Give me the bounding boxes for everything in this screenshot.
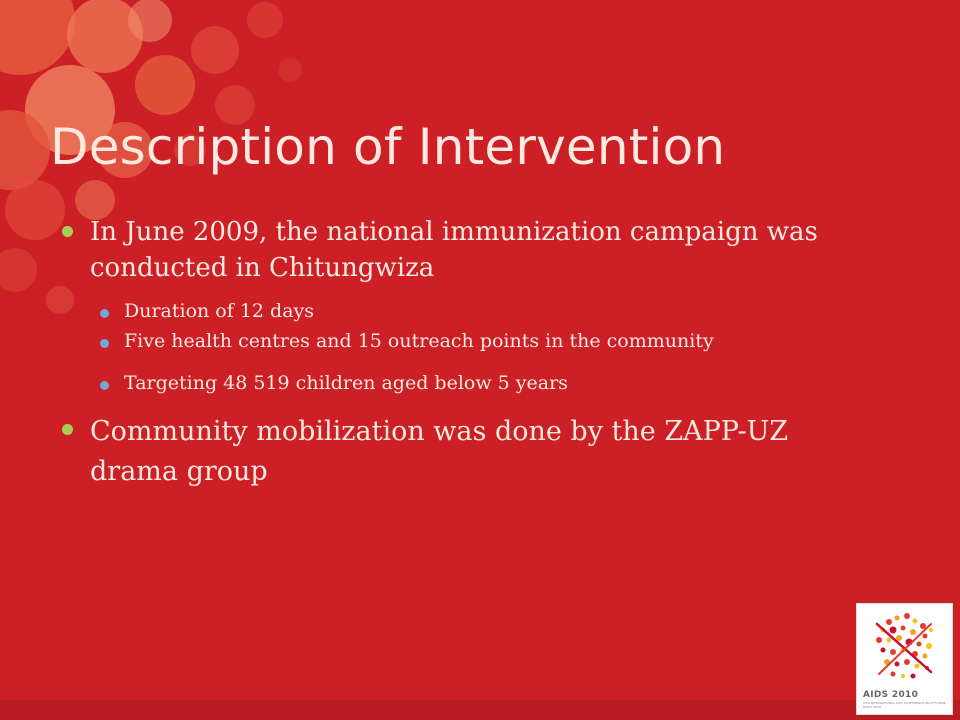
subbullet-text: Targeting 48 519 children aged below 5 years [124, 372, 568, 394]
subbullet-targeting [62, 372, 882, 394]
subbullet-text: Five health centres and 15 outreach points in the community [124, 330, 714, 352]
subbullet-dot [100, 381, 109, 390]
logo-title: AIDS 2010 [863, 690, 919, 700]
bullet-dot [62, 424, 73, 435]
subbullet-dot [100, 309, 109, 318]
logo-mark-icon [857, 604, 952, 689]
subbullet-text: Duration of 12 days [124, 300, 315, 322]
footer-band [0, 700, 960, 720]
bullet-text: Community mobilization was done by the ZAPP-UZ drama group [90, 416, 789, 487]
bullet-mobilization [62, 412, 882, 492]
aids-2010-logo [856, 603, 953, 715]
bullet-text: In June 2009, the national immunization campaign was conducted in Chitungwiza [90, 217, 818, 283]
bullet-dot [62, 226, 73, 237]
slide-body [62, 214, 882, 492]
logo-subtitle: XVIII INTERNATIONAL AIDS CONFERENCE RIGHTS HERE RIGHT NOW [863, 701, 946, 709]
subbullet-duration [62, 300, 882, 322]
bullet-campaign [62, 214, 882, 286]
slide-title: Description of Intervention [50, 118, 726, 176]
subbullet-health-centres [62, 330, 882, 352]
subbullet-dot [100, 339, 109, 348]
